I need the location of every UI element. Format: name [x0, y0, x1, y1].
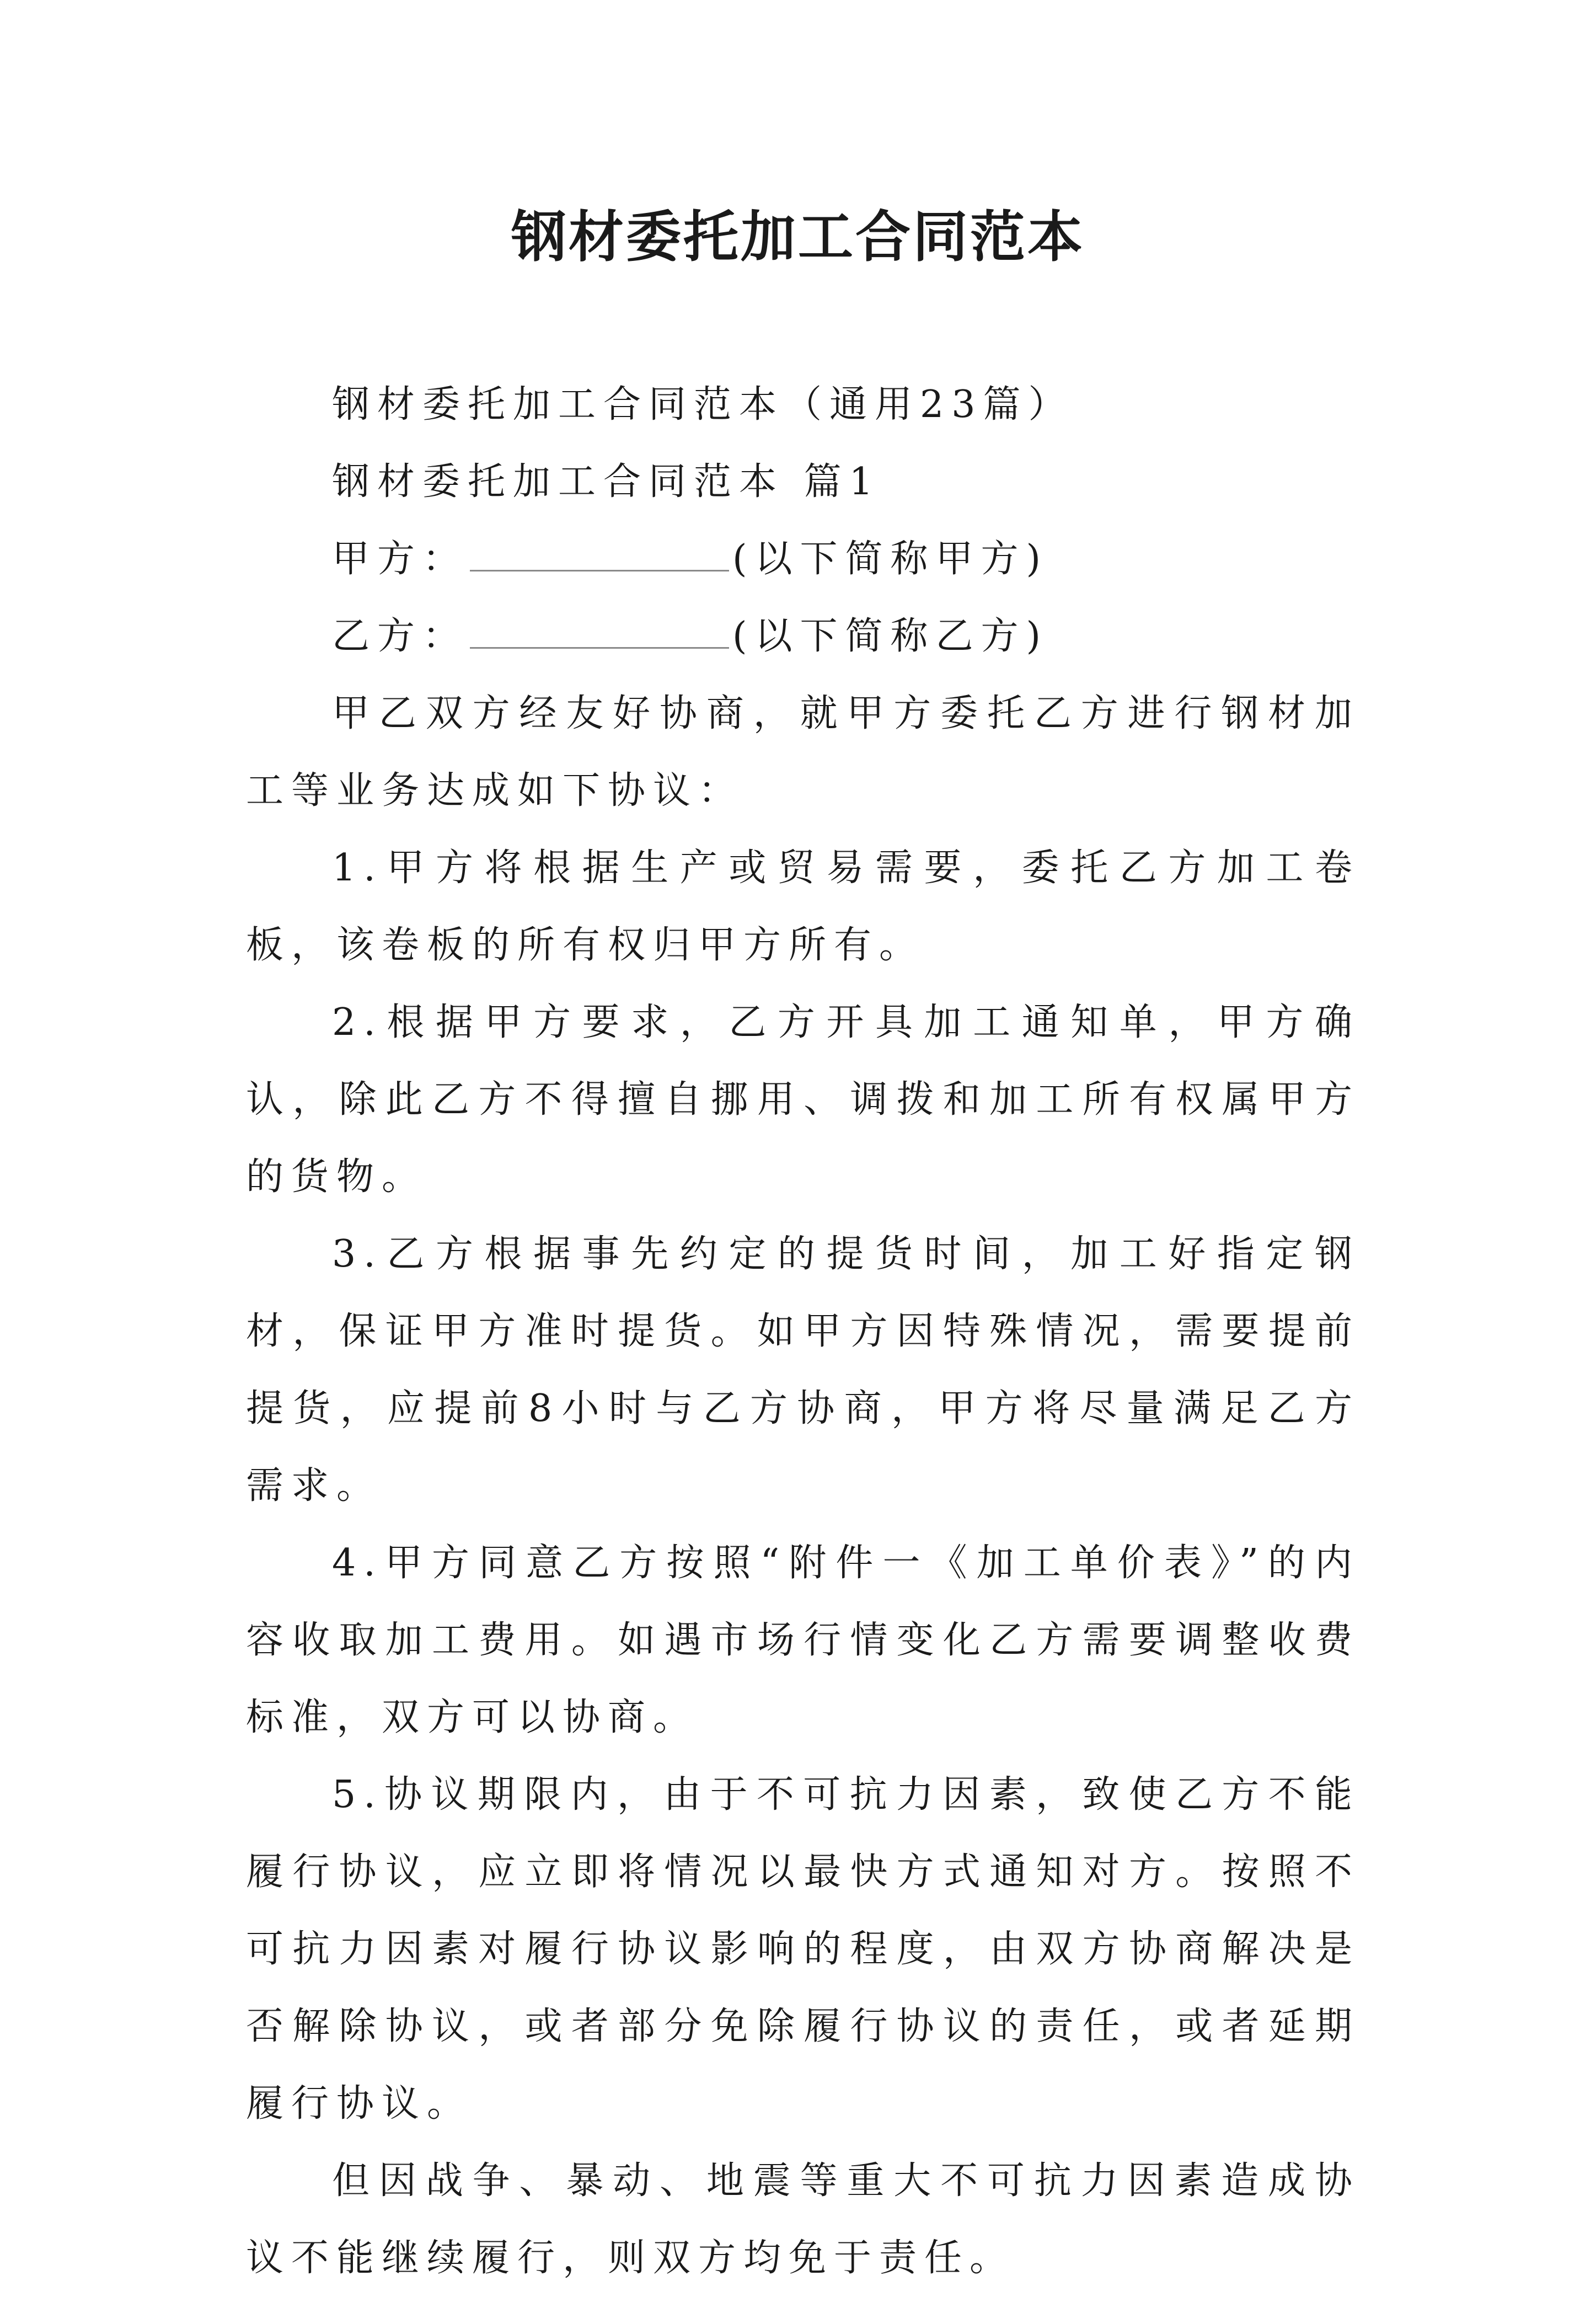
party-a-line	[246, 521, 1360, 598]
document-title: 钢材委托加工合同范本	[511, 205, 1085, 269]
party-b-label: 乙方：	[332, 615, 468, 658]
clause-3-paragraph: 3.乙方根据事先约定的提货时间，加工好指定钢材，保证甲方准时提货。如甲方因特殊情况，需要提前提货，应提前8小时与乙方协商，甲方将尽量满足乙方需求。	[246, 1232, 1360, 1508]
force-majeure-paragraph: 但因战争、暴动、地震等重大不可抗力因素造成协议不能继续履行，则双方均免于责任。	[246, 2159, 1360, 2280]
document-subtitle: 钢材委托加工合同范本（通用23篇）	[332, 383, 1074, 426]
clause-5-paragraph: 5.协议期限内，由于不可抗力因素，致使乙方不能履行协议，应立即将情况以最快方式通知对方。按照不可抗力因素对履行协议影响的程度，由双方协商解决是否解除协议，或者部分免除履行协议的责任，或者延期履行协议。	[246, 1773, 1360, 2125]
clause-4-paragraph: 4.甲方同意乙方按照“附件一《加工单价表》”的内容收取加工费用。如遇市场行情变化乙方需要调整收费标准，双方可以协商。	[246, 1541, 1360, 1739]
party-a-suffix: (以下简称甲方)	[732, 537, 1049, 581]
party-b-suffix: (以下简称乙方)	[732, 615, 1049, 658]
clause-2-paragraph: 2.根据甲方要求，乙方开具加工通知单，甲方确认，除此乙方不得擅自挪用、调拨和加工所有权属甲方的货物。	[246, 1001, 1360, 1199]
party-b-blank-line	[470, 603, 729, 649]
party-a-label: 甲方：	[332, 537, 468, 581]
party-a-blank-line	[470, 526, 729, 571]
intro-paragraph: 甲乙双方经友好协商，就甲方委托乙方进行钢材加工等业务达成如下协议：	[246, 692, 1360, 813]
document-body	[246, 366, 1360, 2297]
clause-1-paragraph: 1.甲方将根据生产或贸易需要，委托乙方加工卷板，该卷板的所有权归甲方所有。	[246, 846, 1360, 967]
party-b-line	[246, 598, 1360, 675]
section-heading: 钢材委托加工合同范本 篇1	[332, 460, 881, 504]
